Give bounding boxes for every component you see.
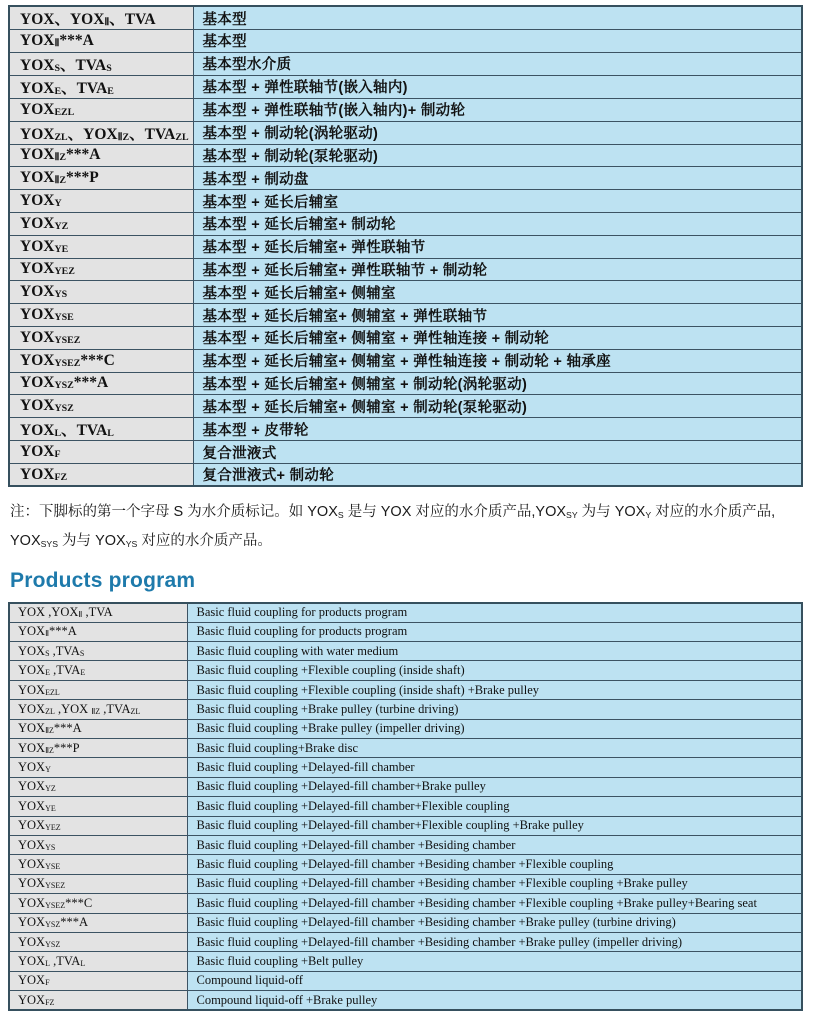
description-cell: Basic fluid coupling +Flexible coupling (inside shaft) +Brake pulley [187,680,802,699]
table-row [9,913,802,932]
table-row [9,835,802,854]
model-cell: $YOX_{EZL}$ [9,98,193,121]
model-cell: $YOX_{ⅡZ}***P$ [9,167,193,190]
model-cell: $YOX_S$ $,TVA_S$ [9,642,187,661]
table-row [9,739,802,758]
description-cell: 基本型水介质 [193,52,802,75]
model-cell: $YOX_{YEZ}$ [9,816,187,835]
description-cell: 基本型 + 制动轮(涡轮驱动) [193,121,802,144]
cn-products-table-body [9,6,802,486]
description-cell: 基本型 + 延长后辅室+ 侧辅室 + 弹性轴连接 + 制动轮 [193,326,802,349]
table-row [9,281,802,304]
description-cell: Basic fluid coupling +Belt pulley [187,952,802,971]
table-row [9,372,802,395]
model-cell: $YOX_F$ [9,971,187,990]
table-row [9,894,802,913]
description-cell: 基本型 + 延长后辅室+ 侧辅室 + 弹性轴连接 + 制动轮 + 轴承座 [193,349,802,372]
table-row [9,144,802,167]
model-cell: $YOX_{YSE}$ [9,855,187,874]
description-cell: 基本型 + 延长后辅室+ 侧辅室 + 制动轮(泵轮驱动) [193,395,802,418]
description-cell: Basic fluid coupling +Delayed-fill chamber +Besiding chamber +Flexible coupling +Brake pulley+Bearing seat [187,894,802,913]
model-cell: $YOX_{ⅡZ}***P$ [9,739,187,758]
description-cell: 基本型 [193,30,802,53]
table-row [9,622,802,641]
model-cell: $YOX_{YZ}$ [9,212,193,235]
description-cell: Compound liquid-off +Brake pulley [187,991,802,1010]
table-row [9,326,802,349]
table-row [9,349,802,372]
model-cell: $YOX_{YEZ}$ [9,258,193,281]
description-cell: Basic fluid coupling with water medium [187,642,802,661]
model-cell: $YOX_L$、$TVA_L$ [9,418,193,441]
description-cell: 基本型 + 制动盘 [193,167,802,190]
cn-products-table [8,5,803,487]
description-cell: 基本型 + 延长后辅室+ 侧辅室 [193,281,802,304]
model-cell: $YOX_{YSEZ}***C$ [9,894,187,913]
description-cell: Basic fluid coupling+Brake disc [187,739,802,758]
model-cell: $YOX_{ZL}$ ,YOX $_{ⅡZ}$ $,TVA_{ZL}$ [9,700,187,719]
table-row [9,777,802,796]
description-cell: 复合泄液式 [193,441,802,464]
table-row [9,463,802,486]
table-row [9,258,802,281]
en-products-table [8,602,803,1011]
table-row [9,991,802,1010]
model-cell: $YOX_Y$ [9,758,187,777]
table-row [9,758,802,777]
description-cell: Basic fluid coupling +Delayed-fill chamber +Besiding chamber +Flexible coupling [187,855,802,874]
model-cell: $YOX_{YSE}$ [9,304,193,327]
table-row [9,441,802,464]
model-cell: $YOX_F$ [9,441,193,464]
model-cell: $YOX_{FZ}$ [9,463,193,486]
description-cell: Basic fluid coupling +Delayed-fill chamber+Brake pulley [187,777,802,796]
model-cell: $YOX_E$、$TVA_E$ [9,75,193,98]
table-row [9,30,802,53]
table-row [9,167,802,190]
description-cell: 基本型 + 延长后辅室+ 制动轮 [193,212,802,235]
table-row [9,700,802,719]
table-row [9,816,802,835]
table-row [9,304,802,327]
description-cell: Basic fluid coupling for products program [187,622,802,641]
description-cell: Basic fluid coupling +Delayed-fill chamber+Flexible coupling +Brake pulley [187,816,802,835]
page-title: Products program [10,568,196,592]
description-cell: Basic fluid coupling +Brake pulley (turbine driving) [187,700,802,719]
model-cell: $YOX_{YSEZ}$ [9,326,193,349]
model-cell: YOX $,YOX_Ⅱ$ ,TVA [9,603,187,622]
table-row [9,235,802,258]
model-cell: $YOX_Ⅱ***A$ [9,622,187,641]
model-cell: $YOX_{YZ}$ [9,777,187,796]
table-row [9,190,802,213]
description-cell: Basic fluid coupling +Delayed-fill chamber [187,758,802,777]
description-cell: 基本型 + 弹性联轴节(嵌入轴内) [193,75,802,98]
table-row [9,855,802,874]
description-cell: 基本型 + 延长后辅室 [193,190,802,213]
description-cell: 基本型 + 弹性联轴节(嵌入轴内)+ 制动轮 [193,98,802,121]
model-cell: $YOX_{YSZ}$ [9,395,193,418]
model-cell: $YOX_{YSEZ}***C$ [9,349,193,372]
model-cell: $YOX_{YE}$ [9,235,193,258]
model-cell: $YOX_{EZL}$ [9,680,187,699]
table-row [9,395,802,418]
description-cell: Basic fluid coupling +Delayed-fill chamber +Besiding chamber +Brake pulley (turbine driving) [187,913,802,932]
model-cell: $YOX_{ⅡZ}***A$ [9,144,193,167]
description-cell: Compound liquid-off [187,971,802,990]
table-row [9,98,802,121]
model-cell: $YOX_{ⅡZ}***A$ [9,719,187,738]
description-cell: Basic fluid coupling +Delayed-fill chamber+Flexible coupling [187,797,802,816]
table-row [9,932,802,951]
table-row [9,75,802,98]
table-row [9,952,802,971]
description-cell: 基本型 + 延长后辅室+ 侧辅室 + 弹性联轴节 [193,304,802,327]
description-cell: 复合泄液式+ 制动轮 [193,463,802,486]
description-cell: Basic fluid coupling +Delayed-fill chamber +Besiding chamber [187,835,802,854]
model-cell: $YOX_S$、$TVA_S$ [9,52,193,75]
description-cell: 基本型 + 制动轮(泵轮驱动) [193,144,802,167]
table-row [9,212,802,235]
model-cell: $YOX_Ⅱ***A$ [9,30,193,53]
table-row [9,121,802,144]
en-products-table-body [9,603,802,1010]
table-row [9,661,802,680]
description-cell: Basic fluid coupling +Flexible coupling (inside shaft) [187,661,802,680]
table-row [9,642,802,661]
model-cell: $YOX_{YSZ}$ [9,932,187,951]
model-cell: $YOX_E$ $,TVA_E$ [9,661,187,680]
description-cell: Basic fluid coupling +Delayed-fill chamber +Besiding chamber +Brake pulley (impeller driving) [187,932,802,951]
model-cell: $YOX_{FZ}$ [9,991,187,1010]
table-row [9,874,802,893]
table-row [9,603,802,622]
model-cell: $YOX_{YSZ}***A$ [9,372,193,395]
model-cell: $YOX_{YSEZ}$ [9,874,187,893]
table-row [9,797,802,816]
description-cell: 基本型 [193,6,802,30]
model-cell: $YOX_{YS}$ [9,835,187,854]
description-cell: 基本型 + 延长后辅室+ 侧辅室 + 制动轮(涡轮驱动) [193,372,802,395]
model-cell: $YOX_Y$ [9,190,193,213]
model-cell: $YOX_L$ $,TVA_L$ [9,952,187,971]
note-text: 注：下脚标的第一个字母 S 为水介质标记。如 $YOX_S$ 是与 YOX 对应的水介质产品$,YOX_{SY}$ 为与 $YOX_Y$ 对应的水介质产品, $YOX_{SYS}$ 为与 $YOX_{YS}$ 对应的水介质产品。 [10,504,776,549]
description-cell: 基本型 + 延长后辅室+ 弹性联轴节 + 制动轮 [193,258,802,281]
table-row [9,719,802,738]
table-row [9,971,802,990]
model-cell: $YOX_{ZL}$、$YOX_{ⅡZ}$、$TVA_{ZL}$ [9,121,193,144]
model-cell: $YOX_{YSZ}***A$ [9,913,187,932]
table-row [9,680,802,699]
description-cell: Basic fluid coupling +Brake pulley (impeller driving) [187,719,802,738]
description-cell: Basic fluid coupling +Delayed-fill chamber +Besiding chamber +Flexible coupling +Brake pulley [187,874,802,893]
model-cell: YOX、$YOX_Ⅱ$、TVA [9,6,193,30]
description-cell: 基本型 + 延长后辅室+ 弹性联轴节 [193,235,802,258]
table-row [9,418,802,441]
model-cell: $YOX_{YS}$ [9,281,193,304]
description-cell: 基本型 + 皮带轮 [193,418,802,441]
description-cell: Basic fluid coupling for products program [187,603,802,622]
table-row [9,6,802,30]
model-cell: $YOX_{YE}$ [9,797,187,816]
table-row [9,52,802,75]
